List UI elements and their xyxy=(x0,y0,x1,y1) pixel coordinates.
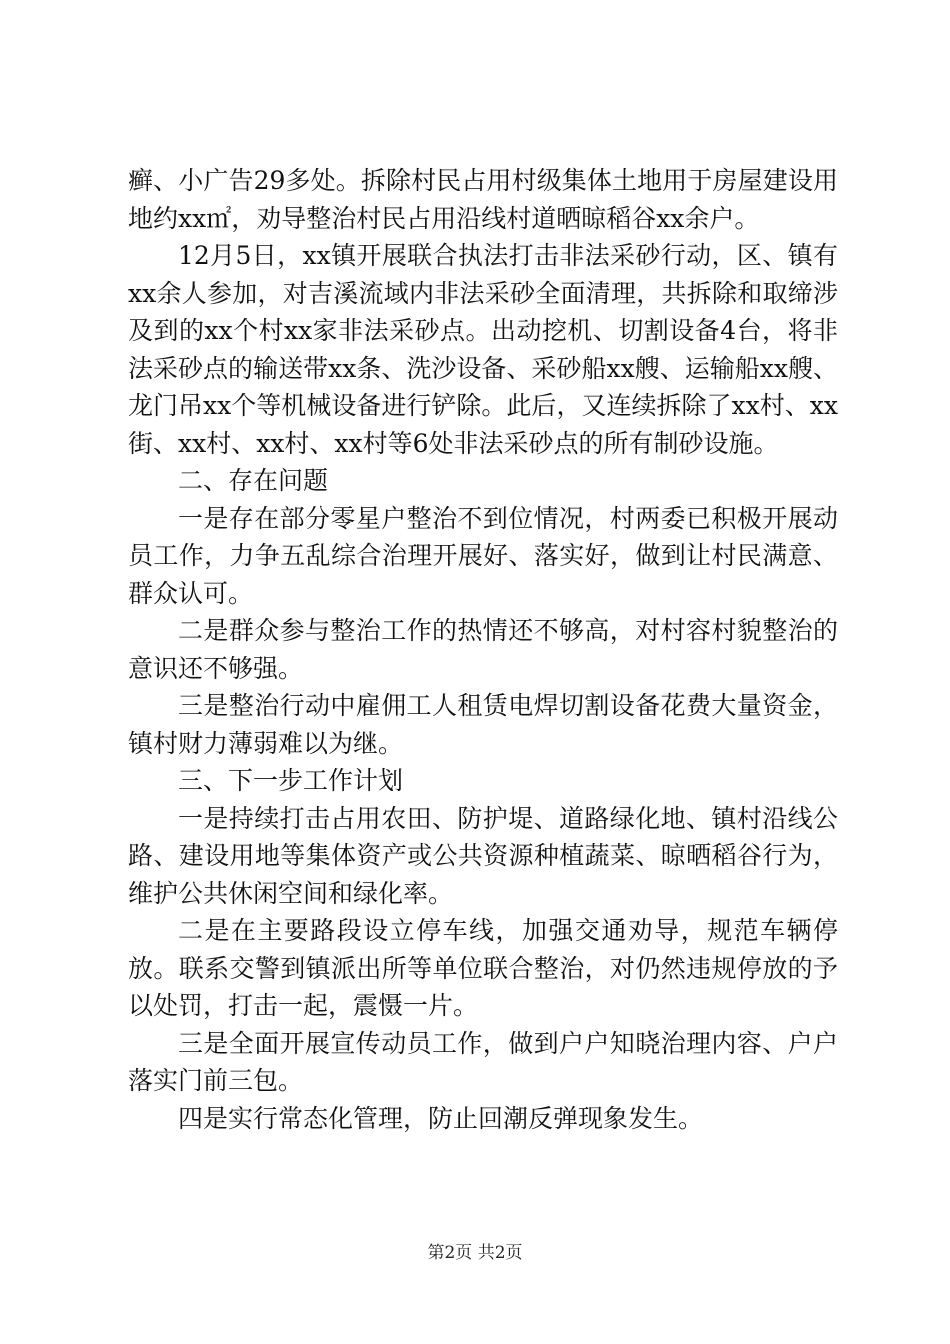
page-number-footer: 第2页 共2页 xyxy=(427,1243,523,1263)
paragraph-plan-1: 一是持续打击占用农田、防护堤、道路绿化地、镇村沿线公路、建设用地等集体资产或公共资源种植蔬菜、晾晒稻谷行为，维护公共休闲空间和绿化率。 xyxy=(128,803,838,908)
section-heading-next-plan: 三、下一步工作计划 xyxy=(178,766,404,795)
paragraph-problem-1: 一是存在部分零星户整治不到位情况，村两委已积极开展动员工作，力争五乱综合治理开展好、落实好，做到让村民满意、群众认可。 xyxy=(128,503,838,608)
section-heading-problems: 二、存在问题 xyxy=(178,466,329,495)
paragraph-problem-2: 二是群众参与整治工作的热情还不够高，对村容村貌整治的意识还不够强。 xyxy=(128,616,838,683)
paragraph-plan-2: 二是在主要路段设立停车线，加强交通劝导，规范车辆停放。联系交警到镇派出所等单位联合整治，对仍然违规停放的予以处罚，打击一起，震慑一片。 xyxy=(128,916,838,1020)
paragraph-plan-4: 四是实行常态化管理，防止回潮反弹现象发生。 xyxy=(178,1103,704,1133)
paragraph-sand-mining-action: 12月5日，xx镇开展联合执法打击非法采砂行动，区、镇有xx余人参加，对吉溪流域内非法采砂全面清理，共拆除和取缔涉及到的xx个村xx家非法采砂点。出动挖机、切割设备4台，将非法采砂点的输送带xx条、洗沙设备、采砂船xx艘、运输船xx艘、龙门吊xx个等机械设备进行铲除。此后，又连续拆除了xx村、xx街、xx村、xx村、xx村等6处非法采砂点的所有制砂设施。 xyxy=(128,241,838,458)
paragraph-plan-3: 三是全面开展宣传动员工作，做到户户知晓治理内容、户户落实门前三包。 xyxy=(128,1028,838,1095)
document-body xyxy=(128,162,838,1137)
paragraph-continuation: 癣、小广告29多处。拆除村民占用村级集体土地用于房屋建设用地约xx㎡，劝导整治村民占用沿线村道晒晾稻谷xx余户。 xyxy=(128,166,838,233)
paragraph-problem-3: 三是整治行动中雇佣工人租赁电焊切割设备花费大量资金，镇村财力薄弱难以为继。 xyxy=(128,691,838,758)
